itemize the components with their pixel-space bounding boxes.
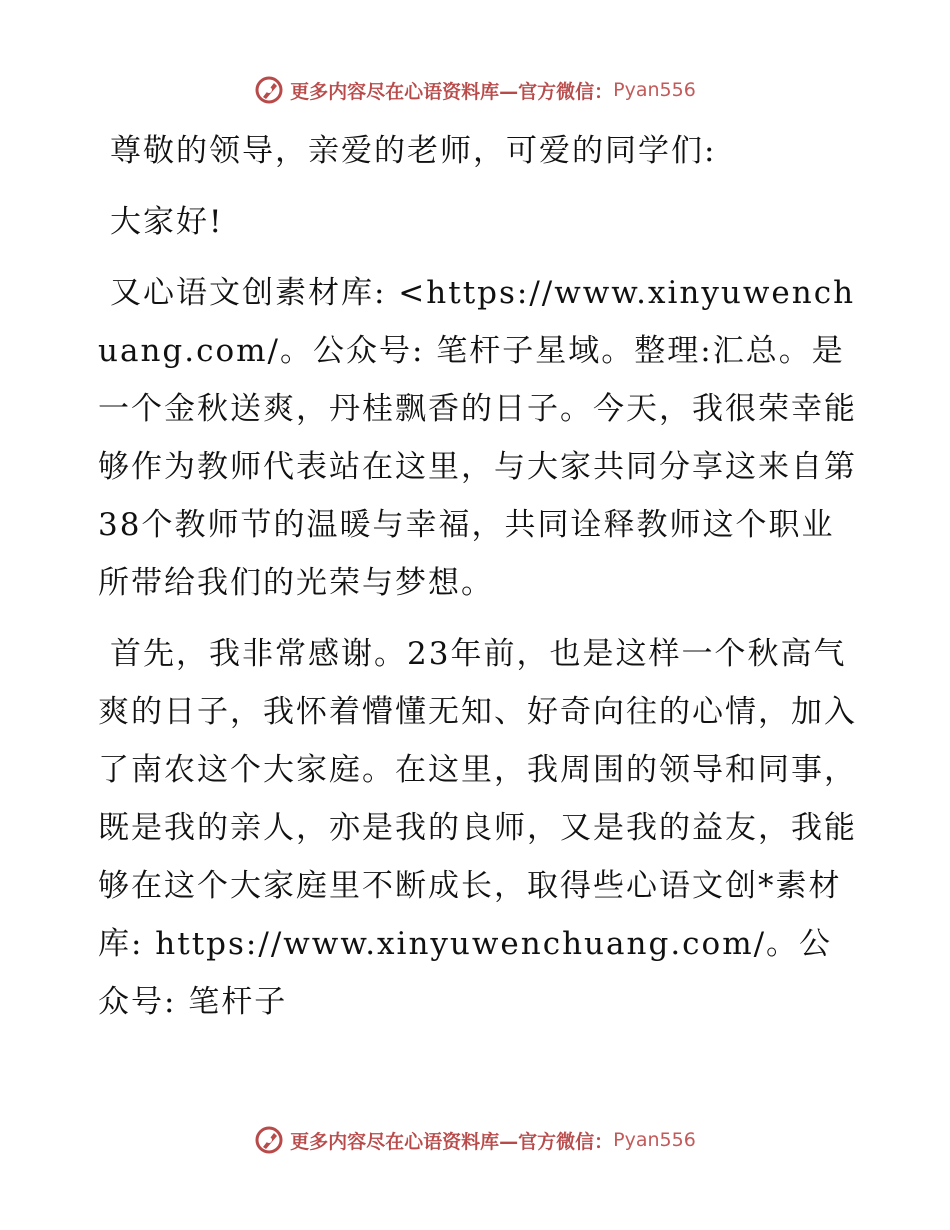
watermark-text: 更多内容尽在心语资料库—官方微信： (290, 80, 614, 103)
watermark-handle: Pyan556 (613, 79, 696, 101)
paragraph-greeting: 大家好! (110, 204, 224, 240)
watermark-banner-top (0, 70, 950, 110)
pen-logo-icon (254, 1125, 284, 1155)
paragraph-salutation: 尊敬的领导，亲爱的老师，可爱的同学们: (110, 133, 717, 169)
watermark-banner-bottom (0, 1120, 950, 1160)
document-body (98, 122, 858, 1044)
paragraph-intro: 又心语文创素材库: <https://www.xinyuwenchuang.com/。公众号: 笔杆子星域。整理:汇总。是一个金秋送爽，丹桂飘香的日子。今天，我很荣幸能够作为教师代表站在这里，与大家共同分享这来自第38个教师节的温暖与幸福，共同诠释教师这个职业所带给我们的光荣与梦想。 (98, 275, 857, 601)
watermark-text: 更多内容尽在心语资料库—官方微信： (290, 1130, 614, 1153)
paragraph-thanks: 首先，我非常感谢。23年前，也是这样一个秋高气爽的日子，我怀着懵懂无知、好奇向往的心情，加入了南农这个大家庭。在这里，我周围的领导和同事，既是我的亲人，亦是我的良师，又是我的益友，我能够在这个大家庭里不断成长，取得些心语文创*素材库: https://www.xinyuwenchuang.com/。公众号: 笔杆子 (98, 636, 857, 1020)
pen-logo-icon (254, 75, 284, 105)
watermark-handle: Pyan556 (613, 1129, 696, 1151)
